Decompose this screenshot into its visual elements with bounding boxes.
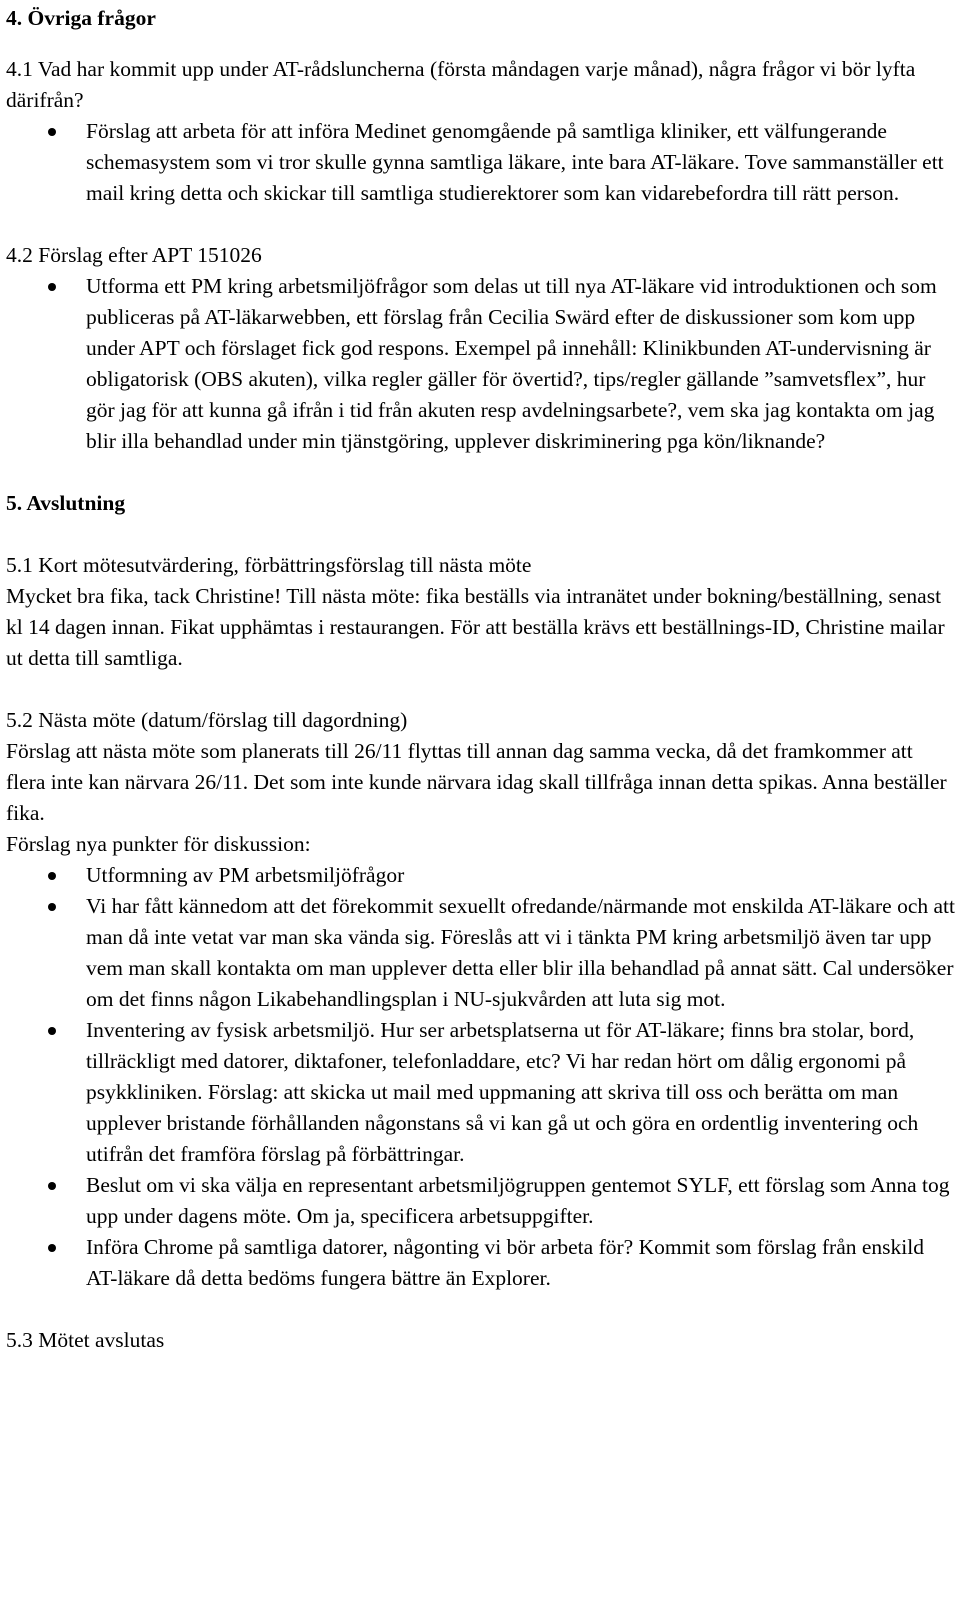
list-item-text: Vi har fått kännedom att det förekommit sexuellt ofredande/närmande mot enskilda AT-läkare och att man då inte vetat var man ska vända sig. Föreslås att vi i tänkta PM kring arbetsmiljö även tar upp vem man skall kontakta om man upplever detta eller blir illa behandlad på annat sätt. Cal undersöker om det finns någon Likabehandlingsplan i NU-sjukvården att luta sig mot. (86, 894, 955, 1011)
section-5-heading: 5. Avslutning (6, 491, 126, 515)
bullet-icon (48, 872, 56, 880)
item-5-3-title: 5.3 Mötet avslutas (6, 1328, 165, 1352)
item-5-2-list-intro: Förslag nya punkter för diskussion: (6, 832, 311, 856)
list-item-text: Beslut om vi ska välja en representant arbetsmiljögruppen gentemot SYLF, ett förslag som Anna tog upp under dagens möte. Om ja, specificera arbetsuppgifter. (86, 1173, 950, 1228)
list-item-text: Utformning av PM arbetsmiljöfrågor (86, 863, 405, 887)
document-page (6, 0, 956, 1356)
list-item-text: Införa Chrome på samtliga datorer, någonting vi bör arbeta för? Kommit som förslag från enskild AT-läkare då detta bedöms fungera bättre än Explorer. (86, 1235, 924, 1290)
item-5-1-title: 5.1 Kort mötesutvärdering, förbättringsförslag till nästa möte (6, 553, 532, 577)
list-item (6, 271, 956, 457)
list-item (6, 1170, 956, 1232)
item-4-1-bullet-list (6, 116, 956, 209)
bullet-icon (48, 1244, 56, 1252)
list-item (6, 860, 956, 891)
bullet-icon (48, 1182, 56, 1190)
list-item (6, 1015, 956, 1170)
list-item-text: Utforma ett PM kring arbetsmiljöfrågor som delas ut till nya AT-läkare vid introduktionen och som publiceras på AT-läkarwebben, ett förslag från Cecilia Swärd efter de diskussioner som kom upp under APT och förslaget fick god respons. Exempel på innehåll: Klinikbunden AT-undervisning är obligatorisk (OBS akuten), vilka regler gäller för övertid?, tips/regler gällande ”samvetsflex”, hur gör jag för att kunna gå ifrån i tid från akuten resp avdelningsarbete?, vem ska jag kontakta om jag blir illa behandlad under min tjänstgöring, upplever diskriminering pga kön/liknande? (86, 274, 937, 453)
item-4-2-bullet-list (6, 271, 956, 457)
item-5-1-text: Mycket bra fika, tack Christine! Till nästa möte: fika beställs via intranätet under bokning/beställning, senast kl 14 dagen innan. Fikat upphämtas i restaurangen. För att beställa krävs ett beställnings-ID, Christine mailar ut detta till samtliga. (6, 584, 945, 670)
bullet-icon (48, 128, 56, 136)
item-5-2-title: 5.2 Nästa möte (datum/förslag till dagordning) (6, 708, 408, 732)
bullet-icon (48, 1027, 56, 1035)
list-item (6, 116, 956, 209)
bullet-icon (48, 283, 56, 291)
list-item (6, 891, 956, 1015)
item-5-2-bullet-list (6, 860, 956, 1294)
list-item (6, 1232, 956, 1294)
item-5-2-text: Förslag att nästa möte som planerats till 26/11 flyttas till annan dag samma vecka, då det framkommer att flera inte kan närvara 26/11. Det som inte kunde närvara idag skall tillfråga innan detta spikas. Anna beställer fika. (6, 739, 947, 825)
list-item-text: Förslag att arbeta för att införa Medinet genomgående på samtliga kliniker, ett välfungerande schemasystem som vi tror skulle gynna samtliga läkare, inte bara AT-läkare. Tove sammanställer ett mail kring detta och skickar till samtliga studierektorer som kan vidarebefordra till rätt person. (86, 119, 944, 205)
bullet-icon (48, 903, 56, 911)
item-4-2-title: 4.2 Förslag efter APT 151026 (6, 243, 262, 267)
section-4-heading: 4. Övriga frågor (6, 6, 156, 30)
list-item-text: Inventering av fysisk arbetsmiljö. Hur ser arbetsplatserna ut för AT-läkare; finns bra stolar, bord, tillräckligt med datorer, diktafoner, telefonladdare, etc? Vi har redan hört om dålig ergonomi på psykkliniken. Förslag: att skicka ut mail med uppmaning att skriva till oss och berätta om man upplever bristande förhållanden någonstans så vi kan gå ut och göra en ordentlig inventering och utifrån det framföra förslag på förbättringar. (86, 1018, 919, 1166)
item-4-1-title: 4.1 Vad har kommit upp under AT-rådsluncherna (första måndagen varje månad), några frågor vi bör lyfta därifrån? (6, 57, 916, 112)
